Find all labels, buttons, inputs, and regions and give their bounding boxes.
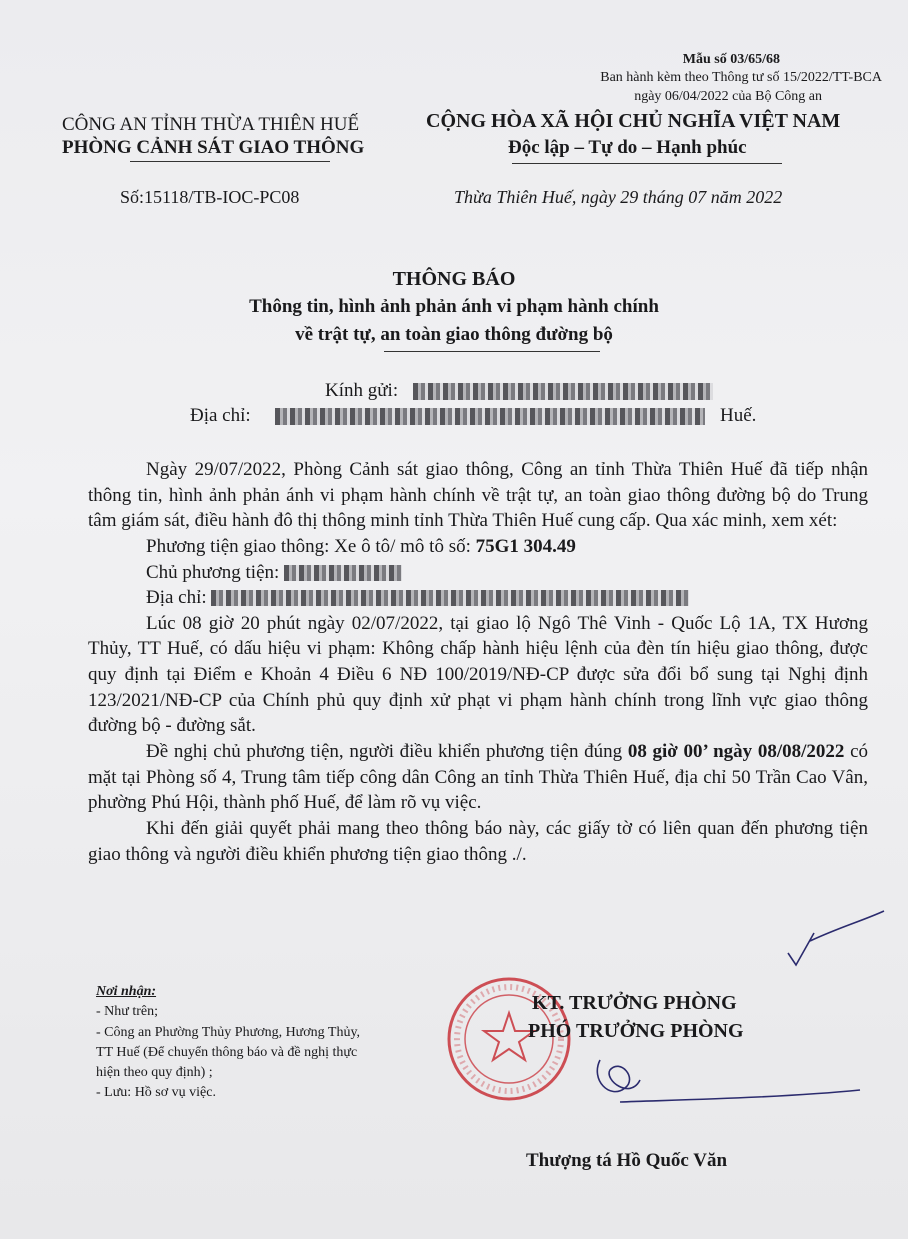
place-and-date: Thừa Thiên Huế, ngày 29 tháng 07 năm 2022 (454, 187, 783, 207)
summons-text-a: Đề nghị chủ phương tiện, người điều khiển phương tiện đúng (146, 741, 623, 763)
agency-underline (130, 161, 330, 162)
recipient-item: - Như trên; (96, 1004, 159, 1020)
recipient-item: TT Huế (Để chuyển thông báo và đề nghị thực (96, 1044, 358, 1060)
paragraph-violation: Lúc 08 giờ 20 phút ngày 02/07/2022, tại giao lộ Ngô Thê Vinh - Quốc Lộ 1A, TX Hương Thủy, TT Huế, có dấu hiệu vi phạm: Không chấp hành hiệu lệnh của đèn tín hiệu giao thông, được quy định tại Điểm e Khoản 4 Điều 6 NĐ 100/2019/NĐ-CP được sửa đổi bổ sung tại Nghị định 123/2021/NĐ-CP của Chính phủ quy định xử phạt vi phạm hành chính trong lĩnh vực giao thông đường bộ - đường sắt. (88, 612, 868, 737)
paragraph-summons (88, 739, 868, 816)
redacted-owner-name (284, 563, 402, 579)
summons-text-b: có mặt tại Phòng số 4, Trung tâm tiếp công dân Công an tỉnh Thừa Thiên Huế, địa chỉ 50 Trần Cao Vân, phường Phú Hội, thành phố Huế, để làm rõ vụ việc. (88, 741, 869, 814)
vehicle-plate: 75G1 304.49 (475, 535, 576, 557)
vehicle-label: Phương tiện giao thông: Xe ô tô/ mô tô số: (146, 535, 471, 557)
redacted-owner-address (211, 588, 689, 604)
owner-address-line (88, 585, 868, 611)
agency-unit: PHÒNG CẢNH SÁT GIAO THÔNG (62, 137, 365, 158)
signer-name: Thượng tá Hồ Quốc Văn (526, 1150, 728, 1171)
subtitle-underline (384, 351, 600, 352)
recipients-block (96, 982, 360, 1104)
document-title: THÔNG BÁO (392, 268, 516, 290)
paragraph-documents: Khi đến giải quyết phải mang theo thông báo này, các giấy tờ có liên quan đến phương tiện giao thông và người điều khiển phương tiện giao thông ./. (88, 817, 868, 865)
motto-underline (512, 163, 782, 164)
paragraph-intake: Ngày 29/07/2022, Phòng Cảnh sát giao thông, Công an tỉnh Thừa Thiên Huế đã tiếp nhận thông tin, hình ảnh phản ánh vi phạm hành chính về trật tự, an toàn giao thông đường bộ do Trung tâm giám sát, điều hành đô thị thông minh tỉnh Thừa Thiên Huế cung cấp. Qua xác minh, xem xét: (88, 459, 868, 532)
recipient-item: - Công an Phường Thủy Phương, Hương Thủy, (96, 1024, 361, 1040)
signature-title-2: PHÓ TRƯỞNG PHÒNG (528, 1020, 744, 1042)
issued-date-note: ngày 06/04/2022 của Bộ Công an (634, 89, 822, 104)
handwritten-signature-icon (580, 1040, 870, 1120)
document-subtitle-2: về trật tự, an toàn giao thông đường bộ (295, 324, 613, 345)
handwritten-tick-icon (780, 905, 890, 975)
addressee-address-end: Huế. (720, 405, 757, 426)
vehicle-line (88, 534, 868, 560)
document-subtitle-1: Thông tin, hình ảnh phản ánh vi phạm hành chính (249, 296, 659, 317)
owner-label: Chủ phương tiện: (146, 561, 280, 583)
national-motto: Độc lập – Tự do – Hạnh phúc (508, 137, 747, 158)
document-number: Số:15118/TB-IOC-PC08 (120, 187, 300, 207)
agency-parent: CÔNG AN TỈNH THỪA THIÊN HUẾ (62, 114, 360, 135)
redacted-addressee-name (413, 383, 713, 400)
nation-heading: CỘNG HÒA XÃ HỘI CHỦ NGHĨA VIỆT NAM (426, 110, 841, 132)
owner-line (88, 560, 868, 586)
recipient-item: - Lưu: Hồ sơ vụ việc. (96, 1085, 216, 1101)
recipients-heading: Nơi nhận: (96, 984, 157, 999)
redacted-addressee-address (275, 408, 705, 425)
recipient-item: hiện theo quy định) ; (96, 1065, 213, 1081)
addressee-address-label: Địa chỉ: (190, 405, 251, 426)
form-number: Mẫu số 03/65/68 (682, 52, 780, 67)
issued-with-note: Ban hành kèm theo Thông tư số 15/2022/TT-BCA (600, 70, 882, 85)
signature-title-1: KT. TRƯỞNG PHÒNG (532, 992, 737, 1014)
summons-time: 08 giờ 00’ ngày 08/08/2022 (627, 741, 845, 763)
owner-address-label: Địa chỉ: (146, 587, 207, 609)
addressee-label: Kính gửi: (325, 380, 399, 401)
notice-body (88, 457, 868, 867)
